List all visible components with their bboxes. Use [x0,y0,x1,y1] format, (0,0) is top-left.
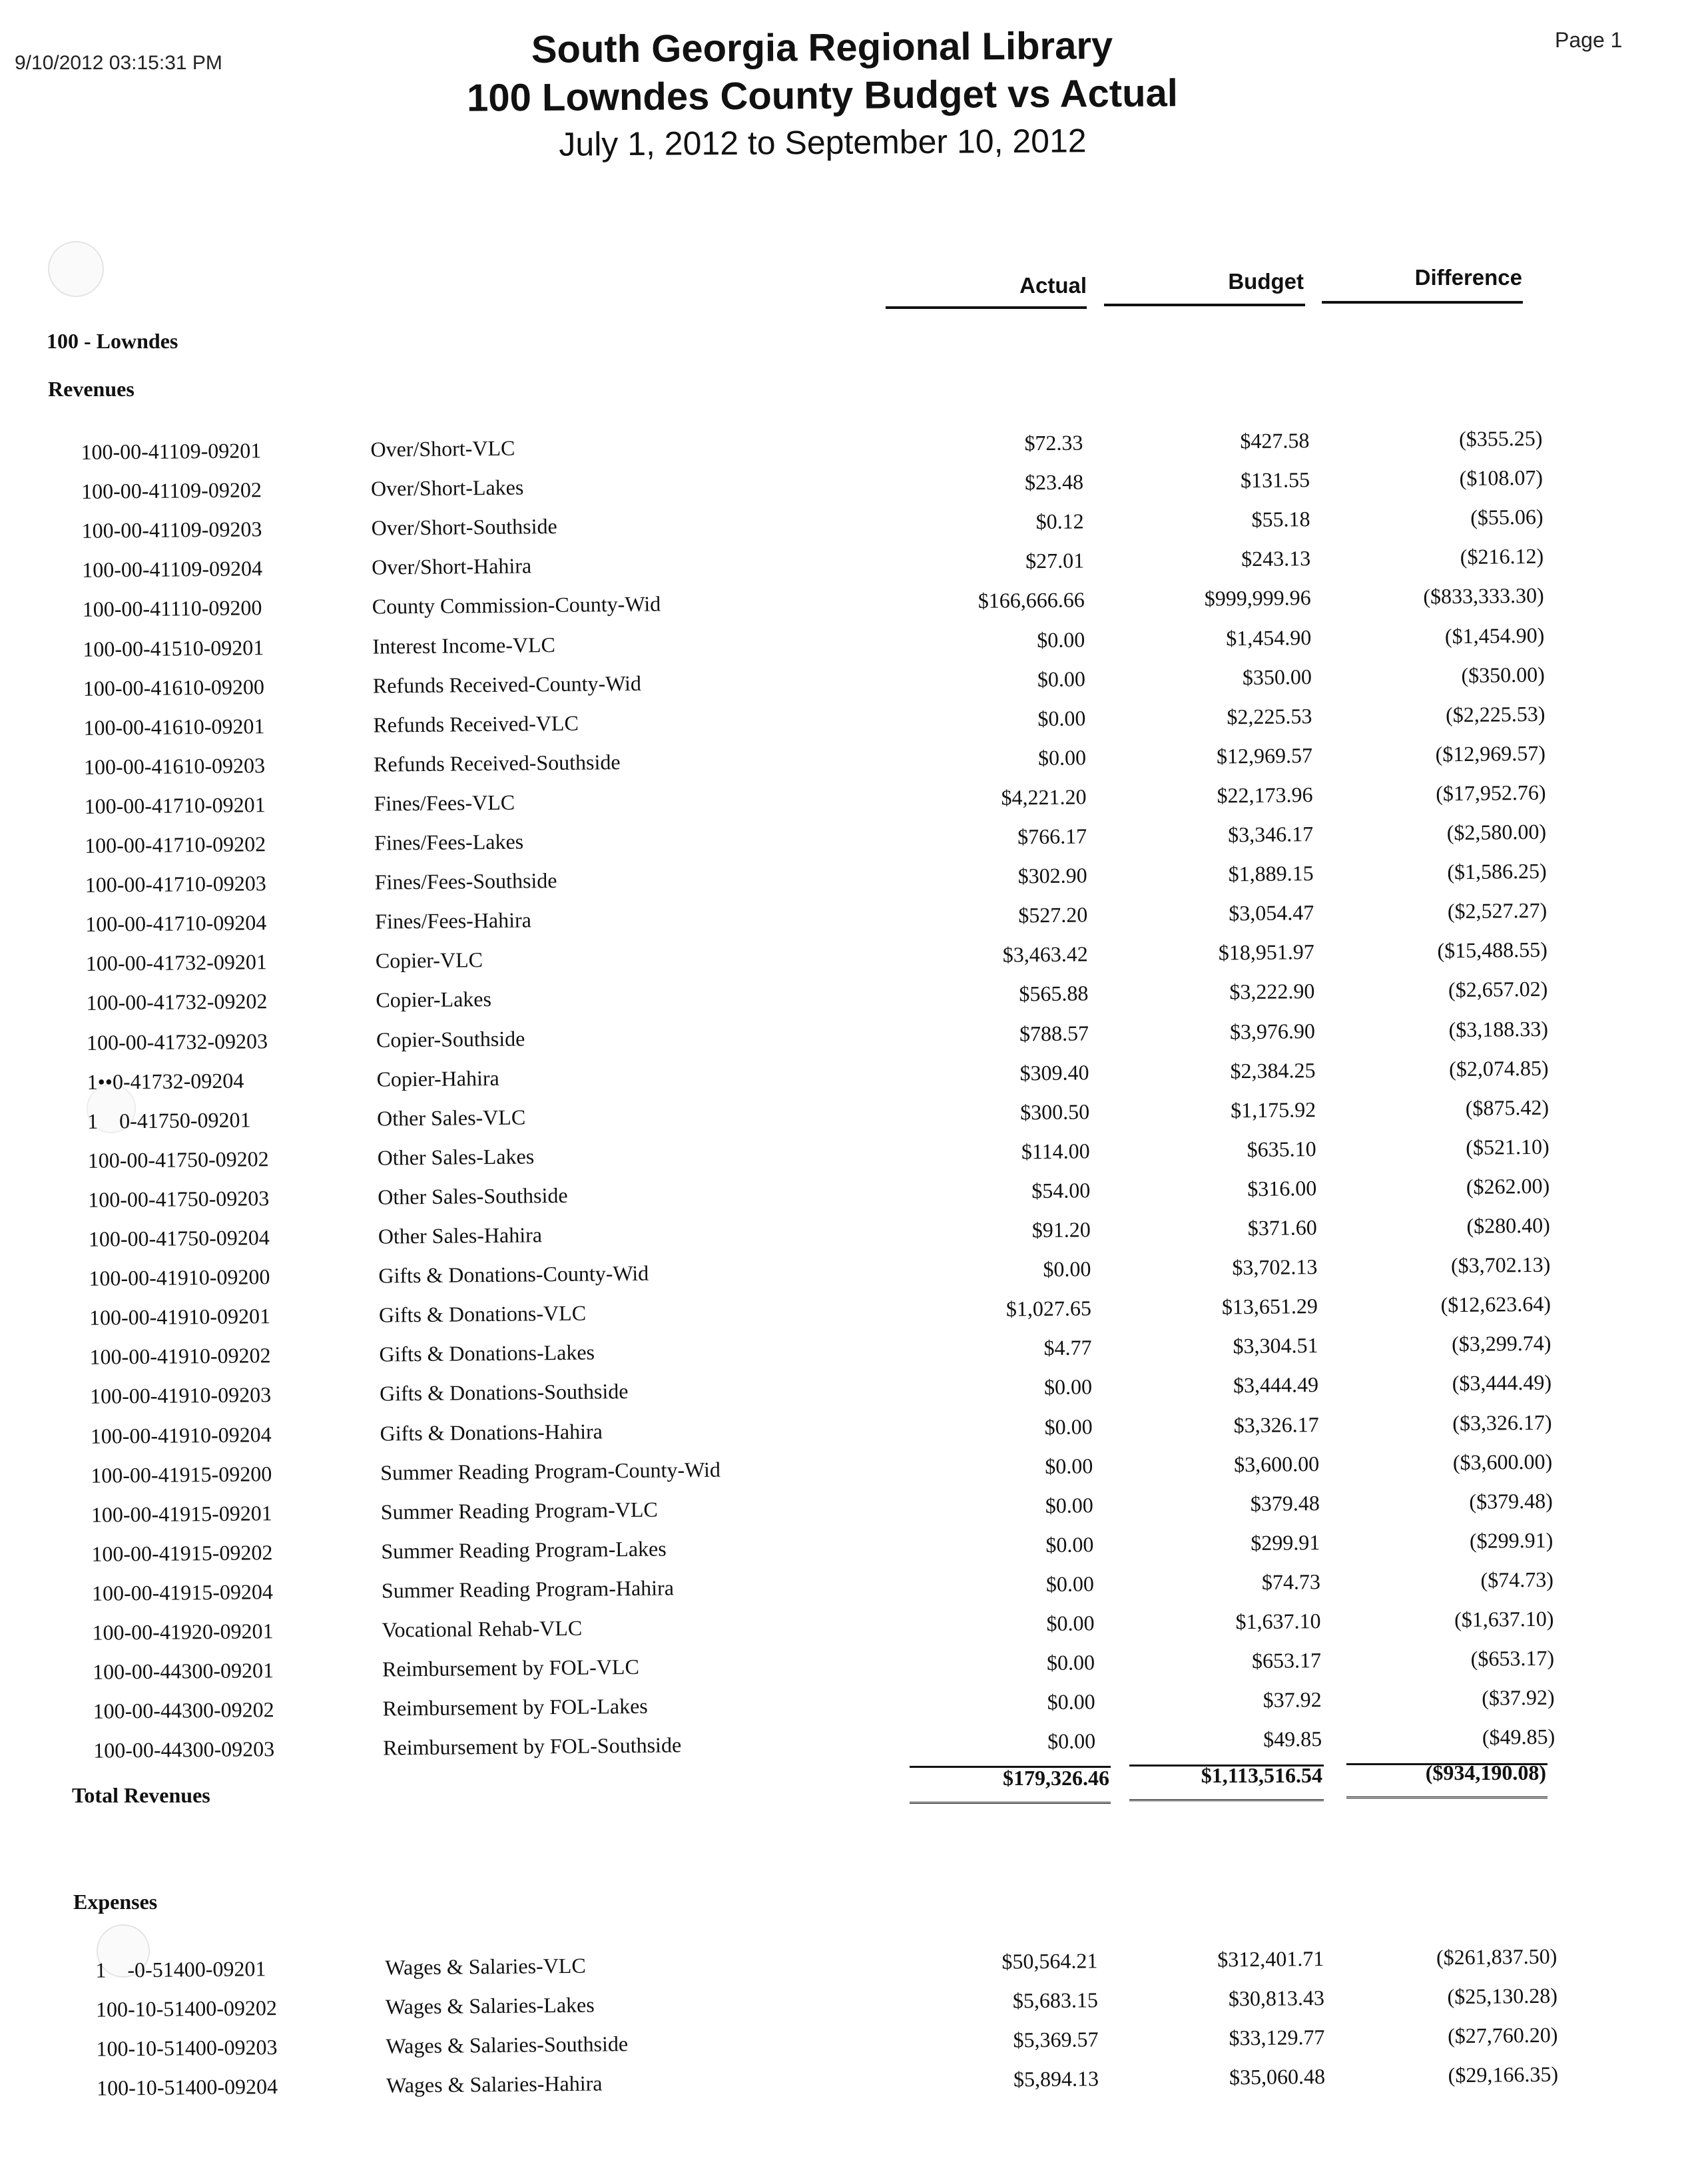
account-number: 100-00-41910-09201 [89,1304,271,1330]
account-description: Vocational Rehab-VLC [382,1615,583,1642]
actual-amount: $4.77 [1043,1335,1092,1360]
account-description: Over/Short-Hahira [372,553,532,579]
budget-amount: $33,129.77 [1229,2025,1325,2050]
difference-amount: ($1,454.90) [1444,623,1545,648]
account-description: Wages & Salaries-Southside [386,2032,629,2058]
difference-amount: ($55.06) [1470,504,1544,530]
budget-amount: $1,889.15 [1228,861,1314,886]
report-subtitle: 100 Lowndes County Budget vs Actual [466,71,1179,120]
actual-amount: $27.01 [1025,548,1085,573]
account-number: 100-00-41750-09203 [88,1186,270,1212]
account-description: County Commission-County-Wid [372,591,661,619]
actual-amount: $0.00 [1047,1689,1095,1715]
total-revenues-actual: $179,326.46 [1003,1766,1109,1790]
account-description: Interest Income-VLC [372,632,556,659]
budget-amount: $12,969.57 [1216,742,1313,768]
budget-amount: $55.18 [1251,507,1310,532]
account-description: Reimbursement by FOL-VLC [382,1654,639,1681]
account-description: Reimbursement by FOL-Southside [383,1733,682,1760]
page-number: Page 1 [1555,28,1623,52]
actual-amount: $0.00 [1043,1256,1091,1282]
account-number: 100-00-41610-09201 [83,713,265,740]
actual-amount: $302.90 [1017,863,1087,888]
account-description: Summer Reading Program-VLC [380,1497,658,1524]
account-description: Other Sales-VLC [376,1105,526,1131]
actual-amount: $91.20 [1031,1217,1091,1242]
budget-amount: $379.48 [1250,1490,1320,1515]
actual-amount: $0.00 [1045,1493,1093,1517]
account-number: 100-00-41915-09204 [91,1579,274,1605]
budget-amount: $3,054.47 [1229,900,1314,926]
actual-amount: $766.17 [1017,824,1087,849]
account-description: Gifts & Donations-County-Wid [378,1260,649,1288]
revenues-heading: Revenues [48,377,135,401]
account-number: 100-00-41920-09201 [92,1619,274,1645]
total-revenues-budget: $1,113,516.54 [1201,1763,1322,1787]
budget-amount: $1,175.92 [1230,1097,1316,1123]
account-description: Over/Short-Southside [371,514,557,540]
difference-amount: ($2,074.85) [1449,1055,1549,1081]
difference-amount: ($37.92) [1482,1685,1555,1710]
actual-amount: $0.00 [1037,627,1085,652]
actual-amount: $23.48 [1024,469,1084,495]
budget-amount: $18,951.97 [1218,940,1314,965]
budget-amount: $299.91 [1251,1529,1320,1555]
account-description: Gifts & Donations-Southside [379,1379,629,1406]
fund-label: 100 - Lowndes [47,329,178,353]
actual-amount: $565.88 [1019,981,1089,1006]
account-number: 100-00-41915-09202 [91,1539,273,1566]
total-revenues-label: Total Revenues [72,1783,210,1807]
account-description: Refunds Received-Southside [373,749,621,776]
account-number: 100-00-44300-09203 [93,1737,275,1763]
difference-amount: ($2,527.27) [1447,898,1548,924]
actual-amount: $0.00 [1045,1453,1093,1478]
difference-amount: ($653.17) [1470,1645,1555,1671]
account-number: 100-00-41710-09203 [85,871,266,897]
budget-amount: $316.00 [1247,1175,1317,1201]
difference-amount: ($74.73) [1480,1567,1554,1592]
difference-amount: ($29,166.35) [1448,2061,1559,2087]
account-description: Fines/Fees-Hahira [375,908,532,934]
account-number: 1 -0-51400-09201 [95,1956,266,1982]
account-number: 100-00-41910-09202 [89,1343,271,1370]
account-number: 100-00-41710-09201 [84,792,266,818]
account-description: Summer Reading Program-County-Wid [380,1457,721,1485]
difference-amount: ($3,188.33) [1448,1016,1549,1041]
budget-amount: $427.58 [1240,428,1310,453]
difference-amount: ($27,760.20) [1447,2022,1558,2048]
actual-amount: $0.00 [1043,1374,1093,1400]
account-description: Summer Reading Program-Lakes [381,1536,667,1563]
account-number: 100-00-41732-09201 [85,950,268,976]
account-description: Over/Short-VLC [370,435,515,461]
account-number: 100-00-41510-09201 [83,635,264,661]
budget-amount: $74.73 [1261,1569,1321,1594]
actual-amount: $0.00 [1037,666,1086,691]
account-number: 100-00-41910-09203 [89,1382,272,1409]
account-description: Copier-Lakes [376,987,492,1013]
account-description: Over/Short-Lakes [370,475,524,501]
account-description: Gifts & Donations-VLC [378,1300,587,1327]
difference-amount: ($49.85) [1482,1725,1555,1750]
budget-amount: $131.55 [1240,467,1310,493]
actual-amount: $309.40 [1019,1059,1089,1085]
difference-amount: ($3,299.74) [1451,1331,1552,1356]
budget-amount: $1,637.10 [1235,1609,1321,1634]
budget-amount: $243.13 [1241,546,1311,571]
column-header-actual: Actual [1019,273,1087,298]
print-timestamp: 9/10/2012 03:15:31 PM [15,52,222,74]
actual-amount: $114.00 [1021,1139,1090,1164]
actual-amount: $0.00 [1037,745,1087,770]
account-number: 100-10-51400-09203 [96,2035,278,2061]
budget-amount: $1,454.90 [1226,625,1312,650]
actual-amount: $1,027.65 [1005,1296,1092,1321]
account-number: 100-00-41109-09202 [81,477,262,503]
difference-amount: ($3,702.13) [1450,1252,1551,1278]
actual-amount: $72.33 [1024,430,1083,455]
account-description: Fines/Fees-Southside [374,868,557,894]
account-number: 100-00-41610-09203 [83,753,266,779]
budget-amount: $2,225.53 [1227,703,1312,729]
budget-amount: $22,173.96 [1217,782,1313,808]
difference-amount: ($833,333.30) [1423,583,1544,609]
actual-amount: $788.57 [1019,1020,1089,1045]
account-description: Refunds Received-VLC [373,710,579,737]
budget-amount: $3,702.13 [1232,1254,1318,1280]
report-date-range: July 1, 2012 to September 10, 2012 [559,122,1087,163]
account-number: 100-00-44300-09201 [92,1658,274,1684]
difference-amount: ($262.00) [1466,1173,1550,1199]
difference-amount: ($12,623.64) [1440,1291,1552,1317]
account-description: Fines/Fees-VLC [374,790,515,816]
account-number: 100-00-41910-09204 [90,1422,272,1448]
account-number: 1 0-41750-09201 [87,1107,251,1133]
account-description: Reimbursement by FOL-Lakes [382,1693,648,1721]
difference-amount: ($17,952.76) [1436,780,1546,806]
budget-amount: $2,384.25 [1230,1057,1316,1083]
difference-amount: ($521.10) [1466,1134,1550,1159]
account-number: 1••0-41732-09204 [87,1068,244,1094]
account-number: 100-10-51400-09204 [96,2074,278,2100]
account-number: 100-00-41710-09202 [85,832,266,858]
account-number: 100-00-41109-09204 [82,556,263,583]
difference-amount: ($12,969.57) [1435,740,1546,766]
account-description: Gifts & Donations-Hahira [380,1418,603,1446]
difference-amount: ($2,225.53) [1445,701,1546,726]
account-description: Wages & Salaries-VLC [385,1953,586,1980]
difference-amount: ($379.48) [1469,1488,1553,1513]
account-number: 100-00-41915-09201 [91,1500,272,1527]
account-number: 100-00-41109-09201 [81,438,262,464]
difference-amount: ($15,488.55) [1437,938,1548,963]
budget-amount: $35,060.48 [1229,2064,1326,2089]
budget-amount: $3,346.17 [1227,822,1314,847]
difference-amount: ($2,657.02) [1448,977,1548,1002]
account-number: 100-00-44300-09202 [93,1697,274,1723]
actual-amount: $0.00 [1045,1571,1095,1596]
budget-amount: $37.92 [1263,1687,1322,1713]
budget-amount: $312,401.71 [1217,1946,1324,1972]
account-description: Other Sales-Lakes [377,1144,535,1170]
total-revenues-difference: ($934,190.08) [1425,1761,1546,1784]
budget-amount: $30,813.43 [1228,1986,1325,2011]
budget-amount: $3,600.00 [1234,1451,1320,1476]
budget-amount: $653.17 [1251,1648,1322,1673]
actual-amount: $0.00 [1037,706,1086,730]
difference-amount: ($3,326.17) [1452,1410,1552,1435]
column-header-budget: Budget [1228,269,1304,294]
actual-amount: $0.00 [1046,1650,1095,1675]
difference-amount: ($1,637.10) [1454,1606,1554,1632]
difference-amount: ($25,130.28) [1447,1983,1558,2009]
account-description: Wages & Salaries-Hahira [386,2071,603,2097]
budget-amount: $3,326.17 [1233,1412,1319,1437]
account-description: Copier-Hahira [376,1065,499,1091]
budget-amount: $635.10 [1247,1136,1316,1161]
account-description: Other Sales-Southside [378,1183,568,1209]
actual-amount: $0.00 [1045,1532,1094,1557]
actual-amount: $3,463.42 [1002,942,1089,967]
difference-amount: ($2,580.00) [1446,819,1547,845]
actual-amount: $166,666.66 [978,587,1085,613]
account-number: 100-00-41915-09200 [91,1461,272,1488]
budget-amount: $3,444.49 [1233,1372,1319,1398]
account-number: 100-00-41732-09202 [86,989,268,1015]
report-title: South Georgia Regional Library [531,23,1113,72]
difference-amount: ($875.42) [1465,1095,1550,1120]
account-number: 100-00-41109-09203 [81,517,262,543]
account-number: 100-00-41710-09204 [85,910,267,937]
account-description: Gifts & Donations-Lakes [379,1340,595,1366]
difference-amount: ($280.40) [1466,1213,1550,1238]
column-header-difference: Difference [1414,265,1522,290]
account-number: 100-00-41750-09202 [87,1147,269,1173]
actual-amount: $0.00 [1046,1611,1095,1636]
expenses-heading: Expenses [73,1890,158,1914]
actual-amount: $0.12 [1035,509,1084,534]
account-number: 100-00-41732-09203 [86,1028,268,1055]
actual-amount: $527.20 [1018,902,1088,928]
budget-amount: $999,999.96 [1204,585,1311,611]
account-number: 100-00-41910-09200 [89,1264,270,1290]
account-number: 100-10-51400-09202 [95,1996,278,2022]
account-description: Refunds Received-County-Wid [372,671,642,698]
actual-amount: $0.00 [1044,1414,1093,1439]
budget-amount: $3,976.90 [1229,1018,1316,1043]
actual-amount: $5,683.15 [1012,1988,1099,2013]
budget-amount: $371.60 [1247,1215,1317,1240]
difference-amount: ($3,444.49) [1452,1370,1552,1396]
actual-amount: $0.00 [1047,1729,1096,1754]
account-number: 100-00-41610-09200 [83,674,265,700]
actual-amount: $300.50 [1019,1099,1090,1125]
account-description: Summer Reading Program-Hahira [381,1575,675,1603]
budget-amount: $13,651.29 [1221,1294,1318,1319]
actual-amount: $5,369.57 [1013,2027,1099,2052]
difference-amount: ($261,837.50) [1436,1944,1557,1970]
difference-amount: ($1,586.25) [1447,858,1547,884]
account-number: 100-00-41110-09200 [82,595,262,622]
difference-amount: ($3,600.00) [1452,1449,1553,1474]
account-description: Wages & Salaries-Lakes [385,1992,595,2019]
account-description: Copier-Southside [376,1026,525,1052]
budget-amount: $3,222.90 [1229,979,1315,1004]
account-number: 100-00-41750-09204 [88,1225,270,1251]
actual-amount: $50,564.21 [1001,1948,1098,1974]
actual-amount: $5,894.13 [1013,2066,1099,2091]
budget-amount: $350.00 [1242,664,1312,689]
budget-amount: $3,304.51 [1233,1333,1318,1358]
difference-amount: ($108.07) [1459,465,1544,491]
difference-amount: ($216.12) [1460,544,1544,569]
budget-amount: $49.85 [1263,1727,1322,1752]
account-description: Fines/Fees-Lakes [374,829,524,855]
difference-amount: ($350.00) [1461,662,1545,687]
actual-amount: $4,221.20 [1001,784,1087,810]
account-description: Copier-VLC [375,948,483,973]
difference-amount: ($299.91) [1469,1527,1553,1553]
difference-amount: ($355.25) [1458,425,1543,451]
account-description: Other Sales-Hahira [378,1223,543,1248]
actual-amount: $54.00 [1031,1178,1091,1203]
